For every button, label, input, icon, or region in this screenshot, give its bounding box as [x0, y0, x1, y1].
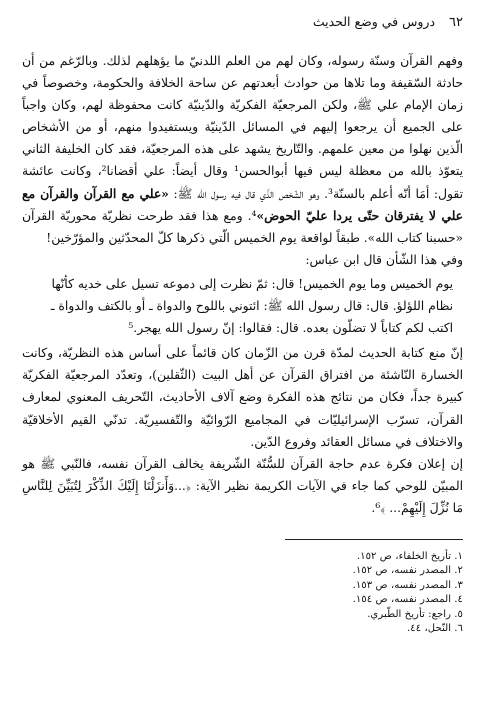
paragraph-text: ⁴. ومع هذا فقد طرحت نظريّة محوريّة القرآن «حسبنا كتاب الله». طبقاً لواقعة يوم الخميس الّتي ذكرها كلّ المحدّثين والمؤرّخين!: [22, 208, 463, 245]
footnote: ٤. المصدر نفسه، ص ١٥٤.: [352, 594, 463, 606]
paragraph-2: [22, 249, 463, 271]
footnote: ٣. المصدر نفسه، ص ١٥٣.: [352, 579, 463, 591]
footnote: ٢. المصدر نفسه، ص ١٥٢.: [352, 565, 463, 577]
quote-line: يوم الخميس وما يوم الخميس! قال: ثمّ نظرت إلى دموعه تسيل على خديه كأنّها: [51, 276, 453, 291]
paragraph-1: [22, 50, 463, 249]
footnote: ١. تأريخ الخلفاء، ص ١٥٢.: [356, 550, 463, 562]
footnote: ٥. راجع: تأريخ الطّبري.: [367, 608, 463, 620]
footnote-divider: [285, 539, 463, 540]
document-page: [22, 14, 463, 690]
hadith-bold-text: «علي مع القرآن والقرآن مع علي لا يفترقان حتّى يردا عليّ الحوض»: [22, 185, 463, 223]
running-title: دروس في وضع الحديث: [312, 14, 436, 29]
page-body: [22, 50, 463, 637]
paragraph-text: وفهم القرآن وسنّة رسوله، وكان لهم من العلم اللدنيّ ما يؤهلهم لذلك. وبالرّغم من أن حادثة السّقيفة وما تلاها من حوادث أبعدتهم عن ساحة الخلافة والحكومة، وخصوصاً في زمان الإمام علي ﷺ، ولكن المرجعيّة الفكريّة والدّينيّة كانت محفوظة لهم، وكان واجباً على الجميع أن يرجعوا إليهم في المسائل الدّينيّة ويستفيدوا منهم، أو من الأشخاص الّذين نهلوا من معين علمهم. والتّاريخ يشهد على هذه المرجعيّة، فقد كان الخليفة الثاني يتعوّذ بالله من معظلة ليس فيها أبوالحسن¹ وقال أيضاً: علي أقضانا²، وكانت عائشة تقول: أمَا أنّه أعلم بالسنّة³. وهو الشّخص الذّي قال فيه رسول الله ﷺ:: [22, 54, 463, 201]
page-number: ٦٢: [449, 15, 463, 30]
footnote: ٦. النّحل، ٤٤.: [407, 623, 463, 635]
quote-line: نظام اللؤلؤ. قال: قال رسول الله ﷺ: ائتوني باللوح والدواة ـ أو بالكتف والدواة ـ: [50, 299, 453, 314]
footnotes: [22, 550, 463, 637]
paragraph-text: وفي هذا الشّأن قال ابن عباس:: [305, 252, 463, 267]
block-quote: [22, 273, 463, 339]
paragraph-3: إنّ منع كتابة الحديث لمدّة قرن من الزّمان كان قائماً على أساس هذه النظريّة، وكانت الخسارة النّاشئة من افتراق القرآن عن أهل البيت (الثّقلين)، وتعدّد المرجعيّة الفكريّة كبيرة جداً، فكان من نتائج هذه الفكرة وضع آلاف الأحاديث، التّحريف المعنوي لمعارف القرآن، تسرّب الإسرائيليّات في المجاميع الرّوائيّة والتّفسيريّة. تدنّي القيم الأخلاقيّة والاختلاف في مسائل العقائد وفروع الدّين.: [22, 346, 463, 449]
quote-line: اكتب لكم كتاباً لا تضلّون بعده. قال: فقالوا: إنّ رسول الله يهجر.⁵: [128, 321, 453, 336]
paragraph-4: إن إعلان فكرة عدم حاجة القرآن للسُّنّة الشّريفة يخالف القرآن نفسه، فالنّبي ﷺ هو المبيّن للوحي كما جاء في الآيات الكريمة نظير الآية: ﴿...وَأَنزَلْنَا إِلَيْكَ الذِّكْرَ لِتُبَيِّنَ لِلنَّاسِ مَا نُزِّلَ إِلَيْهِمْ... ﴾⁶.: [22, 456, 463, 515]
page-header: [22, 14, 463, 36]
